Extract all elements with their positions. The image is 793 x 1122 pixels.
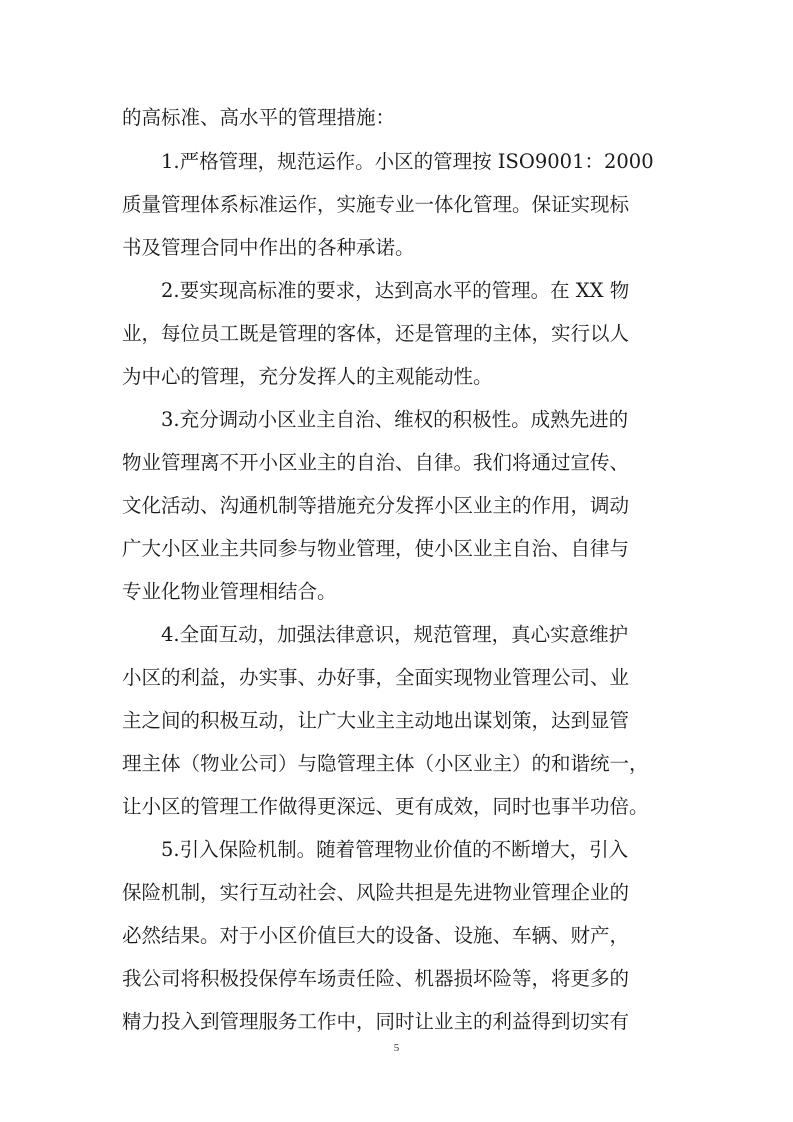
- text-line: 为中心的管理，充分发挥人的主观能动性。: [122, 365, 493, 388]
- text-line: 业，每位员工既是管理的客体，还是管理的主体，实行以人: [122, 322, 630, 345]
- list-item-2-line: 2.要实现高标准的要求，达到高水平的管理。在 XX 物: [161, 279, 630, 302]
- text-line: 质量管理体系标准运作，实施专业一体化管理。保证实现标: [122, 193, 630, 216]
- text-line: 必然结果。对于小区价值巨大的设备、设施、车辆、财产，: [122, 924, 630, 947]
- list-item-3-line: 3.充分调动小区业主自治、维权的积极性。成熟先进的: [161, 408, 629, 431]
- list-item-4-line: 4.全面互动，加强法律意识，规范管理，真心实意维护: [161, 623, 629, 646]
- text-line: 保险机制，实行互动社会、风险共担是先进物业管理企业的: [122, 881, 630, 904]
- list-item-5-line: 5.引入保险机制。随着管理物业价值的不断增大，引入: [161, 838, 629, 861]
- text-line: 主之间的积极互动，让广大业主主动地出谋划策，达到显管: [122, 709, 630, 732]
- text-line: 物业管理离不开小区业主的自治、自律。我们将通过宣传、: [122, 451, 630, 474]
- text-line: 书及管理合同中作出的各种承诺。: [122, 236, 415, 259]
- text-line: 文化活动、沟通机制等措施充分发挥小区业主的作用，调动: [122, 494, 630, 517]
- text-line: 我公司将积极投保停车场责任险、机器损坏险等，将更多的: [122, 967, 630, 990]
- text-line: 专业化物业管理相结合。: [122, 580, 337, 603]
- text-line: 的高标准、高水平的管理措施：: [122, 106, 396, 129]
- text-line: 让小区的管理工作做得更深远、更有成效，同时也事半功倍。: [122, 795, 649, 818]
- text-line: 理主体（物业公司）与隐管理主体（小区业主）的和谐统一，: [122, 752, 649, 775]
- text-line: 广大小区业主共同参与物业管理，使小区业主自治、自律与: [122, 537, 630, 560]
- text-line: 小区的利益，办实事、办好事，全面实现物业管理公司、业: [122, 666, 630, 689]
- list-item-1-line: 1.严格管理，规范运作。小区的管理按 ISO9001：2000: [161, 150, 654, 173]
- page-number: 5: [393, 1042, 400, 1054]
- text-line: 精力投入到管理服务工作中，同时让业主的利益得到切实有: [122, 1010, 630, 1033]
